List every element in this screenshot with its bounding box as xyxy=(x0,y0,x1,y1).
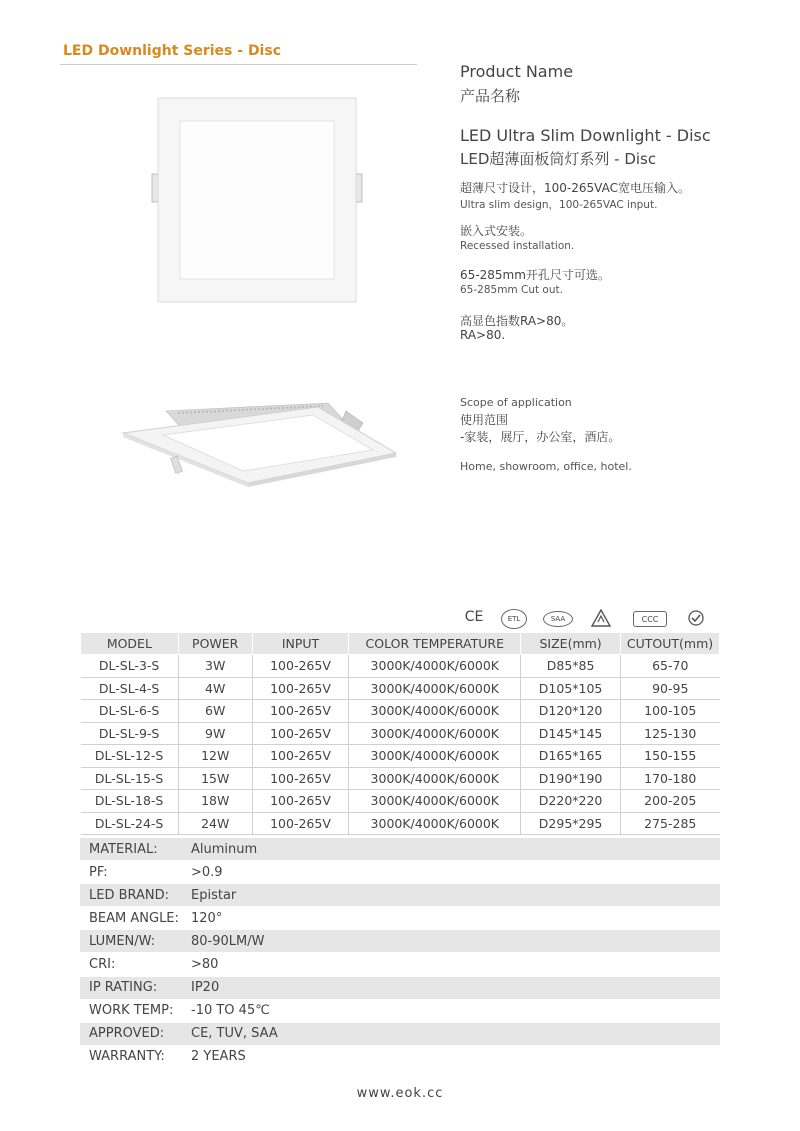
cell-model: DL-SL-15-S xyxy=(81,767,179,790)
series-title: LED Downlight Series - Disc xyxy=(63,43,281,59)
table-row xyxy=(81,812,720,835)
cell-power: 24W xyxy=(178,812,252,835)
attribute-label: WARRANTY: xyxy=(89,1049,165,1065)
vde-mark-icon xyxy=(687,609,705,627)
attribute-value: 2 YEARS xyxy=(191,1049,246,1065)
cell-model: DL-SL-9-S xyxy=(81,722,179,745)
cell-cutout: 150-155 xyxy=(621,745,720,768)
table-row xyxy=(81,722,720,745)
cell-power: 6W xyxy=(178,700,252,723)
attribute-row xyxy=(80,930,720,953)
feature-2-en: Recessed installation. xyxy=(460,240,575,252)
cell-cutout: 170-180 xyxy=(621,767,720,790)
feature-4-cn: 高显色指数RA>80。 xyxy=(460,314,574,328)
attribute-value: Epistar xyxy=(191,887,237,903)
attribute-value: 80-90LM/W xyxy=(191,933,265,949)
attribute-row xyxy=(80,1000,720,1023)
attribute-value: -10 TO 45℃ xyxy=(191,1003,270,1019)
cell-cutout: 100-105 xyxy=(621,700,720,723)
product-name-label-cn: 产品名称 xyxy=(460,87,521,105)
attribute-label: PF: xyxy=(89,864,108,880)
feature-1-cn: 超薄尺寸设计，100-265VAC宽电压输入。 xyxy=(460,181,690,195)
col-header-power: POWER xyxy=(178,633,252,655)
product-name-label-en: Product Name xyxy=(460,62,574,81)
scope-label-cn: 使用范围 xyxy=(460,413,509,427)
attribute-label: APPROVED: xyxy=(89,1026,165,1042)
cell-input: 100-265V xyxy=(252,812,349,835)
cell-power: 15W xyxy=(178,767,252,790)
spec-table xyxy=(80,632,720,835)
scope-list-cn: -家装，展厅，办公室，酒店。 xyxy=(460,430,621,444)
table-row xyxy=(81,745,720,768)
cell-power: 9W xyxy=(178,722,252,745)
product-title-en: LED Ultra Slim Downlight - Disc xyxy=(460,126,711,145)
col-header-cutout: CUTOUT(mm) xyxy=(621,633,720,655)
attribute-label: MATERIAL: xyxy=(89,841,158,857)
attribute-row xyxy=(80,861,720,884)
spec-table-header xyxy=(81,633,720,655)
cell-model: DL-SL-3-S xyxy=(81,655,179,678)
cell-size: D165*165 xyxy=(521,745,621,768)
cell-color-temperature: 3000K/4000K/6000K xyxy=(349,677,521,700)
footer-website: www.eok.cc xyxy=(356,1086,444,1101)
cell-power: 12W xyxy=(178,745,252,768)
cell-model: DL-SL-4-S xyxy=(81,677,179,700)
table-row xyxy=(81,790,720,813)
table-row xyxy=(81,677,720,700)
cell-cutout: 125-130 xyxy=(621,722,720,745)
cell-color-temperature: 3000K/4000K/6000K xyxy=(349,745,521,768)
attribute-label: LED BRAND: xyxy=(89,887,170,903)
etl-mark-icon: ETL xyxy=(501,609,527,629)
attribute-row xyxy=(80,907,720,930)
feature-4-en: RA>80. xyxy=(460,328,506,342)
ccc-mark-icon: CCC xyxy=(633,611,667,627)
cell-power: 4W xyxy=(178,677,252,700)
cell-input: 100-265V xyxy=(252,790,349,813)
attribute-row xyxy=(80,1023,720,1046)
cell-size: D295*295 xyxy=(521,812,621,835)
feature-1-en: Ultra slim design，100-265VAC input. xyxy=(460,199,658,211)
cell-cutout: 200-205 xyxy=(621,790,720,813)
cell-cutout: 275-285 xyxy=(621,812,720,835)
attribute-label: IP RATING: xyxy=(89,980,158,996)
product-angled-image xyxy=(118,395,400,490)
attribute-row xyxy=(80,838,720,861)
attribute-value: Aluminum xyxy=(191,841,258,857)
cell-input: 100-265V xyxy=(252,722,349,745)
attribute-list xyxy=(80,838,720,1069)
cell-input: 100-265V xyxy=(252,745,349,768)
saa-mark-icon: SAA xyxy=(543,611,573,627)
attribute-value: IP20 xyxy=(191,980,220,996)
cell-model: DL-SL-12-S xyxy=(81,745,179,768)
attribute-row xyxy=(80,953,720,976)
attribute-value: 120° xyxy=(191,910,223,926)
cell-power: 3W xyxy=(178,655,252,678)
col-header-color-temperature: COLOR TEMPERATURE xyxy=(349,633,521,655)
cell-size: D105*105 xyxy=(521,677,621,700)
feature-3-cn: 65-285mm开孔尺寸可选。 xyxy=(460,268,610,282)
cell-input: 100-265V xyxy=(252,677,349,700)
attribute-row xyxy=(80,1046,720,1069)
cell-size: D120*120 xyxy=(521,700,621,723)
cell-color-temperature: 3000K/4000K/6000K xyxy=(349,790,521,813)
attribute-label: BEAM ANGLE: xyxy=(89,910,179,926)
cell-size: D85*85 xyxy=(521,655,621,678)
rcm-mark-icon xyxy=(591,609,611,627)
cell-input: 100-265V xyxy=(252,767,349,790)
attribute-value: >0.9 xyxy=(191,864,223,880)
attribute-value: CE, TUV, SAA xyxy=(191,1026,278,1042)
cell-size: D190*190 xyxy=(521,767,621,790)
col-header-model: MODEL xyxy=(81,633,179,655)
cell-color-temperature: 3000K/4000K/6000K xyxy=(349,767,521,790)
cell-model: DL-SL-18-S xyxy=(81,790,179,813)
attribute-label: WORK TEMP: xyxy=(89,1003,174,1019)
attribute-label: LUMEN/W: xyxy=(89,933,156,949)
cell-size: D145*145 xyxy=(521,722,621,745)
cell-input: 100-265V xyxy=(252,700,349,723)
cell-cutout: 90-95 xyxy=(621,677,720,700)
table-row xyxy=(81,767,720,790)
cell-model: DL-SL-24-S xyxy=(81,812,179,835)
certification-marks xyxy=(455,609,715,629)
feature-3-en: 65-285mm Cut out. xyxy=(460,284,563,296)
cell-color-temperature: 3000K/4000K/6000K xyxy=(349,700,521,723)
col-header-size: SIZE(mm) xyxy=(521,633,621,655)
attribute-row xyxy=(80,977,720,1000)
cell-cutout: 65-70 xyxy=(621,655,720,678)
series-divider xyxy=(60,64,417,65)
scope-label-en: Scope of application xyxy=(460,396,572,409)
feature-2-cn: 嵌入式安装。 xyxy=(460,224,533,238)
attribute-value: >80 xyxy=(191,957,219,973)
ce-mark-icon: CE xyxy=(464,609,484,625)
cell-color-temperature: 3000K/4000K/6000K xyxy=(349,655,521,678)
scope-list-en: Home, showroom, office, hotel. xyxy=(460,460,632,473)
table-row xyxy=(81,700,720,723)
table-row xyxy=(81,655,720,678)
col-header-input: INPUT xyxy=(252,633,349,655)
cell-input: 100-265V xyxy=(252,655,349,678)
attribute-row xyxy=(80,884,720,907)
cell-size: D220*220 xyxy=(521,790,621,813)
cell-color-temperature: 3000K/4000K/6000K xyxy=(349,722,521,745)
cell-color-temperature: 3000K/4000K/6000K xyxy=(349,812,521,835)
cell-power: 18W xyxy=(178,790,252,813)
cell-model: DL-SL-6-S xyxy=(81,700,179,723)
product-title-cn: LED超薄面板筒灯系列 - Disc xyxy=(460,150,657,168)
attribute-label: CRI: xyxy=(89,957,116,973)
product-front-image xyxy=(150,96,364,304)
